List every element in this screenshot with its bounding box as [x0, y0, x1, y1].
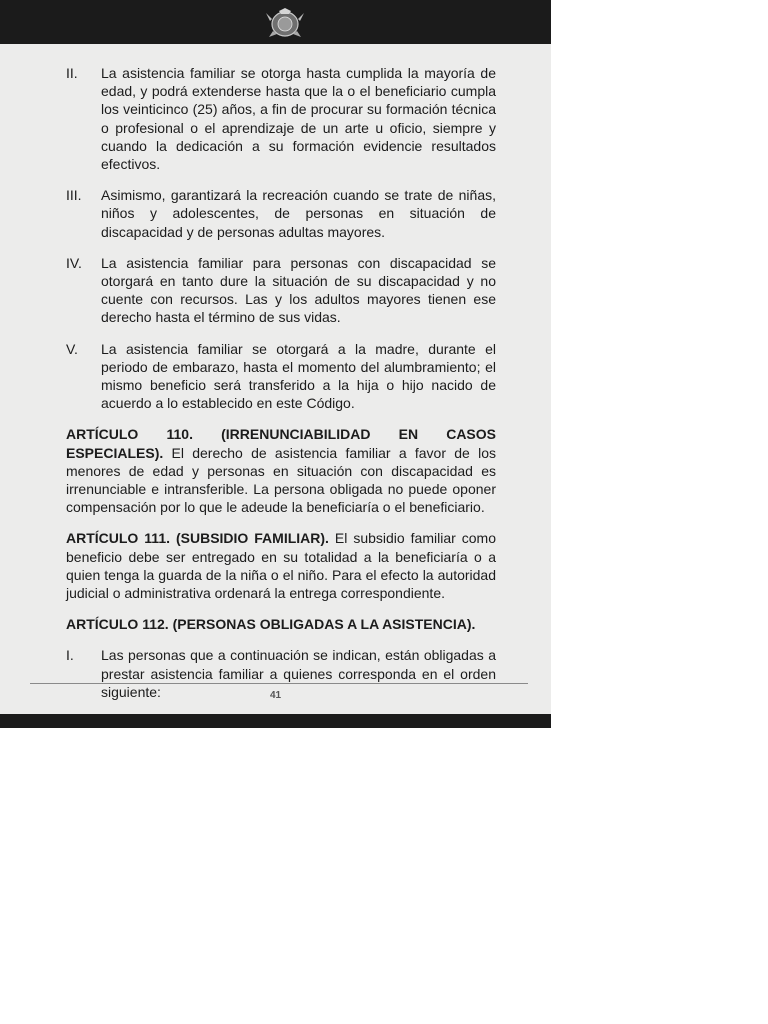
article-111-text: El subsidio familiar como beneficio debe ser entregado en su totalidad a la beneficiaría o a quien tenga la guarda de la niña o el niño. Para el efecto la autoridad judicial o administrativa ordenará la entrega correspondiente. — [66, 530, 496, 602]
article-111-heading: ARTÍCULO 111. (SUBSIDIO FAMILIAR). — [66, 530, 329, 547]
item-number: IV. — [66, 254, 82, 271]
item-text: La asistencia familiar se otorga hasta cumplida la mayoría de edad, y podrá extenderse hasta que la o el beneficiario cumpla los veinticinco (25) años, a fin de procurar su formación técnica o profesional o el aprendizaje de un arte u oficio, siempre y cuando la dedicación a su formación evidencie resultados efectivos. — [101, 65, 496, 173]
footer-divider — [30, 683, 528, 684]
article-112-heading: ARTÍCULO 112. (PERSONAS OBLIGADAS A LA ASISTENCIA). — [66, 616, 476, 633]
item-number: I. — [66, 647, 74, 664]
article-110-heading: ARTÍCULO 110. (IRRENUNCIABILIDAD EN CASOS ESPECIALES). — [66, 426, 496, 461]
article-110 — [66, 425, 496, 516]
item-number: III. — [66, 187, 82, 204]
item-text: La asistencia familiar para personas con discapacidad se otorgará en tanto dure la situación de su discapacidad y no cuente con recursos. Las y los adultos mayores tienen ese derecho hasta el término de sus vidas. — [101, 254, 496, 326]
header-bar — [0, 0, 551, 44]
item-text: Asimismo, garantizará la recreación cuando se trate de niñas, niños y adolescentes, de personas en situación de discapacidad y de personas adultas mayores. — [101, 187, 496, 240]
list-item — [66, 186, 496, 241]
article-111 — [66, 529, 496, 602]
page-number: 41 — [269, 690, 282, 701]
list-item — [66, 64, 496, 173]
coat-of-arms-icon — [263, 7, 307, 39]
footer-bar — [0, 714, 551, 728]
document-body — [66, 64, 496, 714]
item-number: V. — [66, 340, 78, 357]
item-text: La asistencia familiar se otorgará a la madre, durante el periodo de embarazo, hasta el momento del alumbramiento; el mismo beneficio será transferido a la hija o hijo nacido de acuerdo a lo establecido en este Código. — [101, 340, 496, 412]
list-item — [66, 340, 496, 413]
list-item — [66, 254, 496, 327]
article-110-text: El derecho de asistencia familiar a favor de los menores de edad y personas en situación con discapacidad es irrenunciable e intransferible. La persona obligada no puede oponer compensación por lo que le adeude la beneficiaría o el beneficiario. — [66, 444, 496, 516]
item-number: II. — [66, 65, 78, 81]
item-text: Las personas que a continuación se indican, están obligadas a prestar asistencia familiar a quienes corresponda en el orden siguiente: — [101, 647, 496, 700]
